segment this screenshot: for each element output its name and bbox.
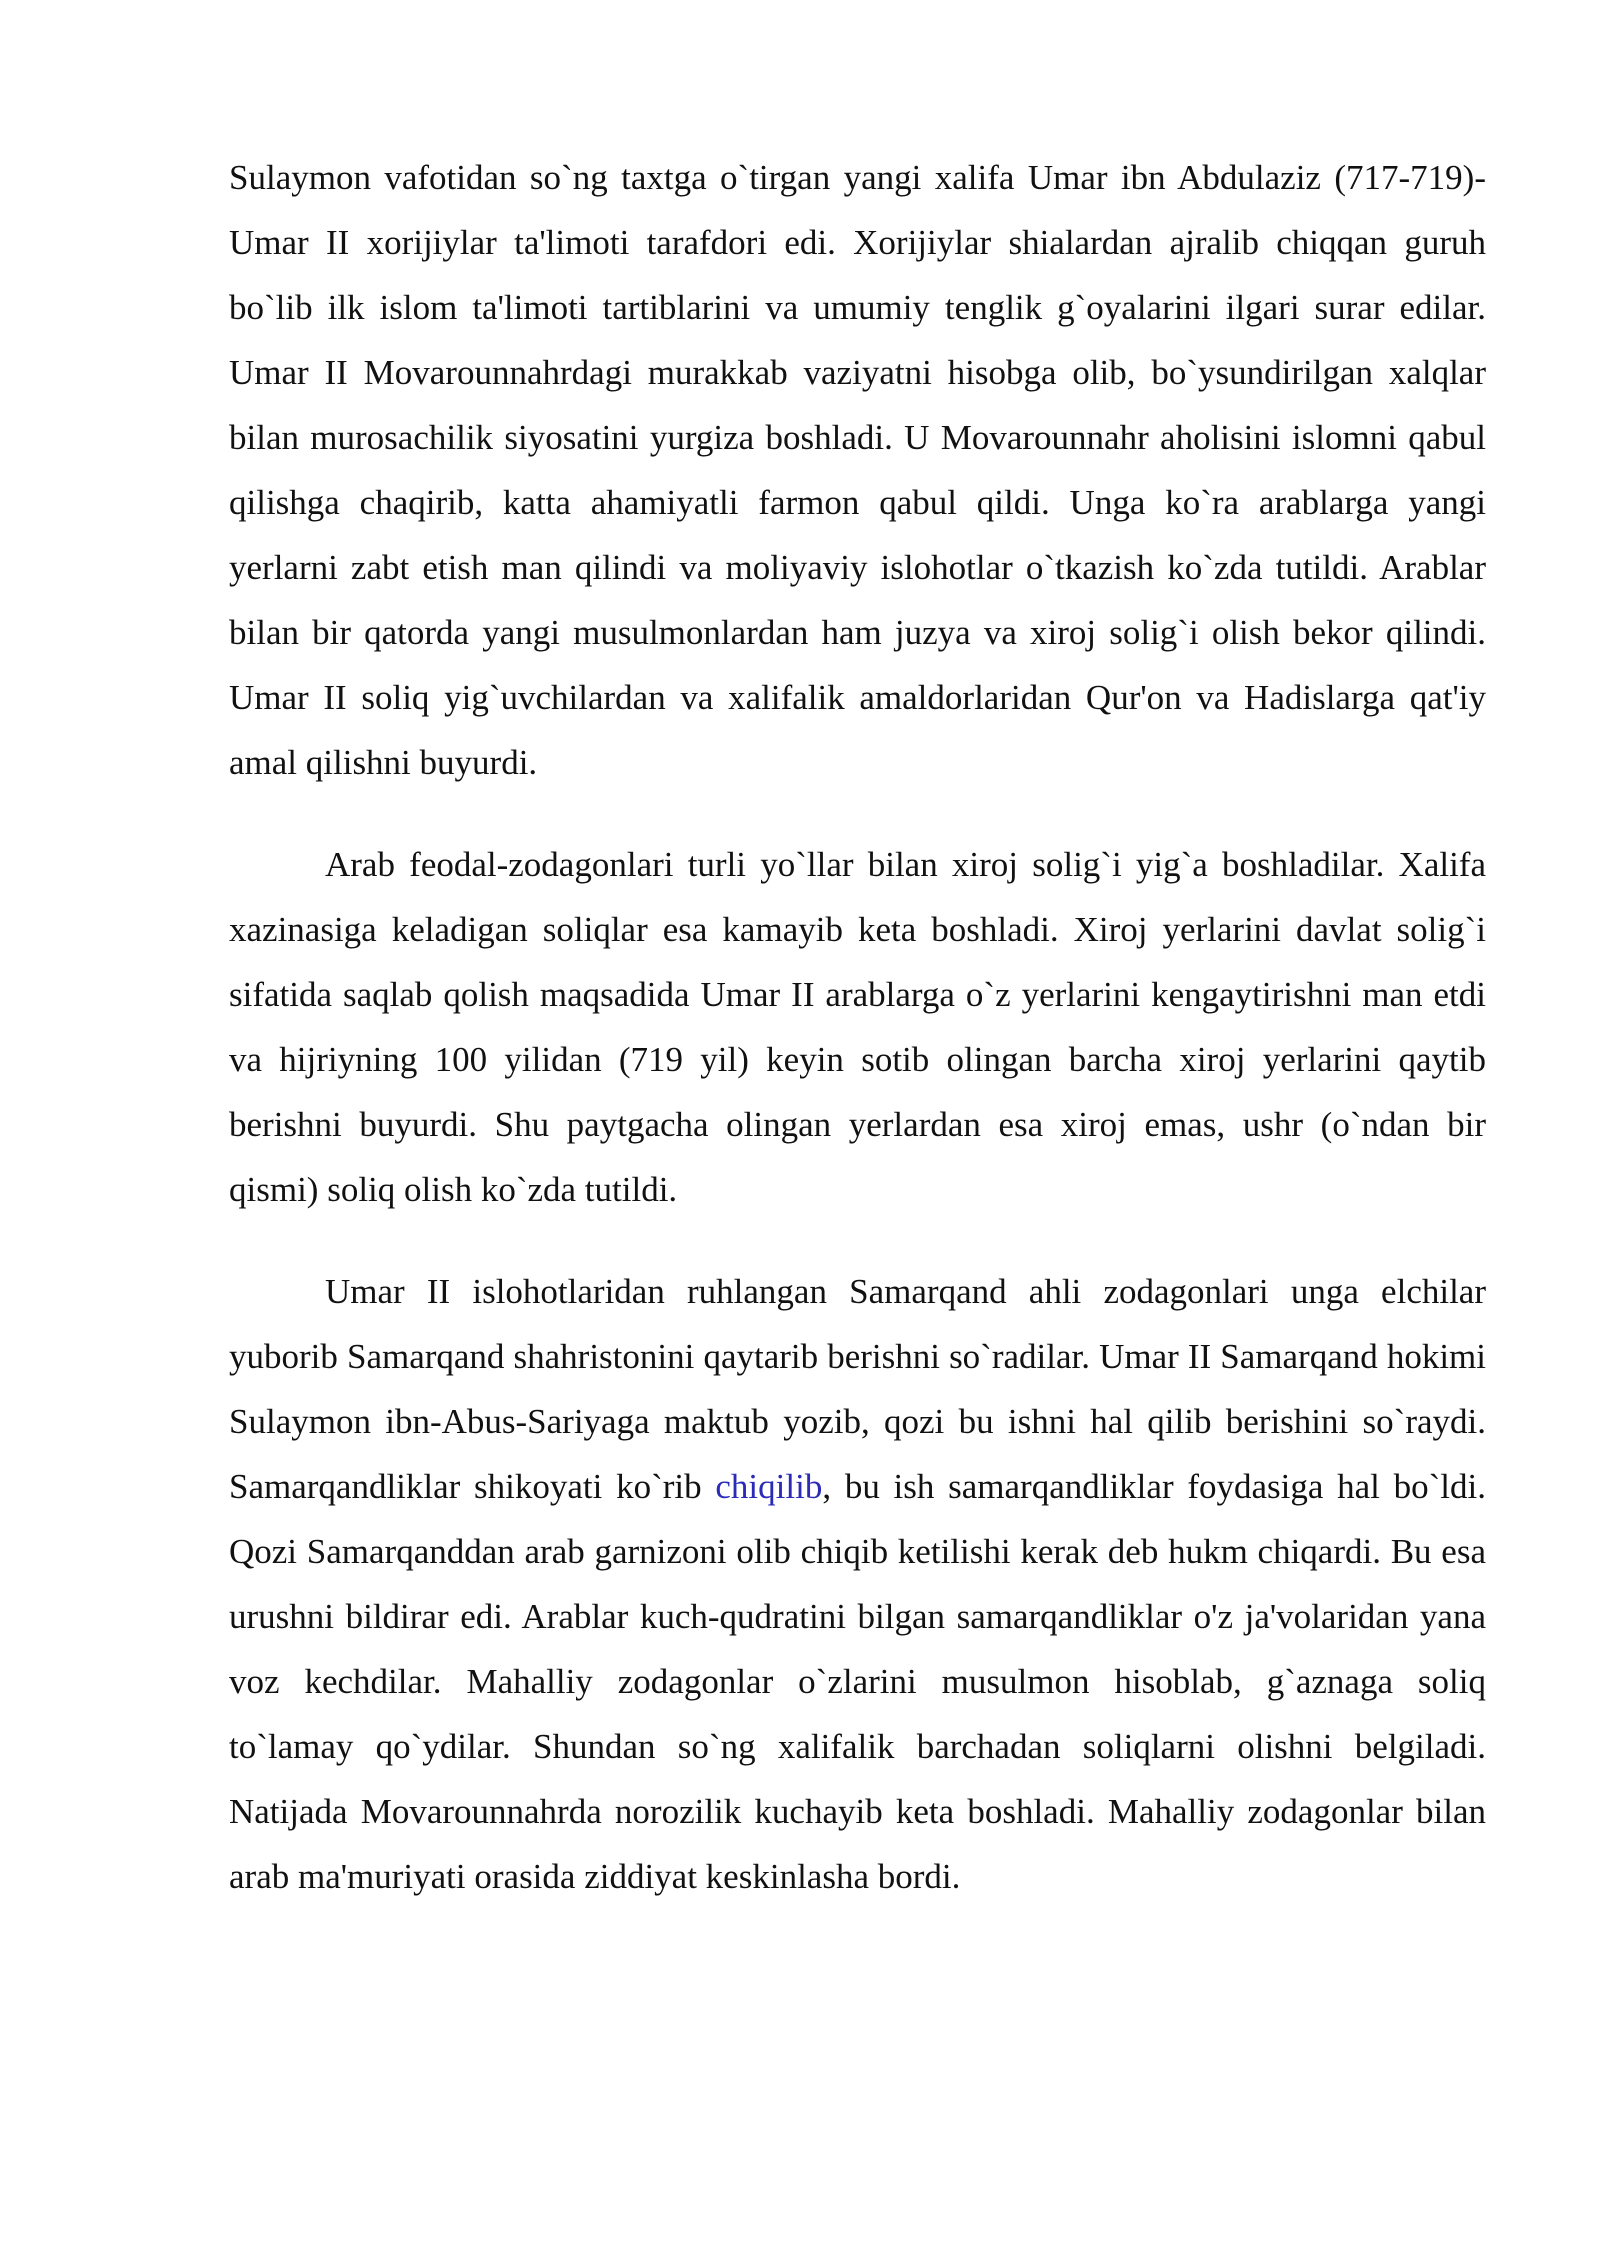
paragraph-3-text-end: , bu ish samarqandliklar foydasiga hal bo`ldi. Qozi Samarqanddan arab garnizoni olib chiqib ketilishi kerak deb hukm chiqardi. Bu esa urushni bildirar edi. Arablar kuch-qudratini bilgan samarqandliklar o'z ja'volaridan yana voz kechdilar. Mahalliy zodagonlar o`zlarini musulmon hisoblab, g`aznaga soliq to`lamay qo`ydilar. Shundan so`ng xalifalik barchadan soliqlarni olishni belgiladi. Natijada Movarounnahrda norozilik kuchayib keta boshladi. Mahalliy zodagonlar bilan arab ma'muriyati orasida ziddiyat keskinlasha bordi. bbox=[229, 1467, 1486, 1896]
document-body bbox=[229, 145, 1486, 1909]
paragraph-2: Arab feodal-zodagonlari turli yo`llar bilan xiroj solig`i yig`a boshladilar. Xalifa xazinasiga keladigan soliqlar esa kamayib keta boshladi. Xiroj yerlarini davlat solig`i sifatida saqlab qolish maqsadida Umar II arablarga o`z yerlarini kengaytirishni man etdi va hijriyning 100 yilidan (719 yil) keyin sotib olingan barcha xiroj yerlarini qaytib berishni buyurdi. Shu paytgacha olingan yerlardan esa xiroj emas, ushr (o`ndan bir qismi) soliq olish ko`zda tutildi. bbox=[229, 845, 1486, 1209]
paragraph-3-text-start: Umar II islohotlaridan ruhlangan Samarqand ahli zodagonlari unga elchilar yuborib Samarqand shahristonini qaytarib berishni so`radilar. Umar II Samarqand hokimi Sulaymon ibn-Abus-Sariyaga maktub yozib, qozi bu ishni hal qilib berishini so`raydi. Samarqandliklar shikoyati ko`rib bbox=[229, 1272, 1486, 1506]
chiqilib-link[interactable]: chiqilib bbox=[715, 1467, 823, 1506]
paragraph-1: Sulaymon vafotidan so`ng taxtga o`tirgan yangi xalifa Umar ibn Abdulaziz (717-719)-Umar II xorijiylar ta'limoti tarafdori edi. Xorijiylar shialardan ajralib chiqqan guruh bo`lib ilk islom ta'limoti tartiblarini va umumiy tenglik g`oyalarini ilgari surar edilar. Umar II Movarounnahrdagi murakkab vaziyatni hisobga olib, bo`ysundirilgan xalqlar bilan murosachilik siyosatini yurgiza boshladi. U Movarounnahr aholisini islomni qabul qilishga chaqirib, katta ahamiyatli farmon qabul qildi. Unga ko`ra arablarga yangi yerlarni zabt etish man qilindi va moliyaviy islohotlar o`tkazish ko`zda tutildi. Arablar bilan bir qatorda yangi musulmonlardan ham juzya va xiroj solig`i olish bekor qilindi. Umar II soliq yig`uvchilardan va xalifalik amaldorlaridan Qur'on va Hadislarga qat'iy amal qilishni buyurdi. bbox=[229, 158, 1486, 782]
paragraph-3 bbox=[229, 1259, 1486, 1909]
